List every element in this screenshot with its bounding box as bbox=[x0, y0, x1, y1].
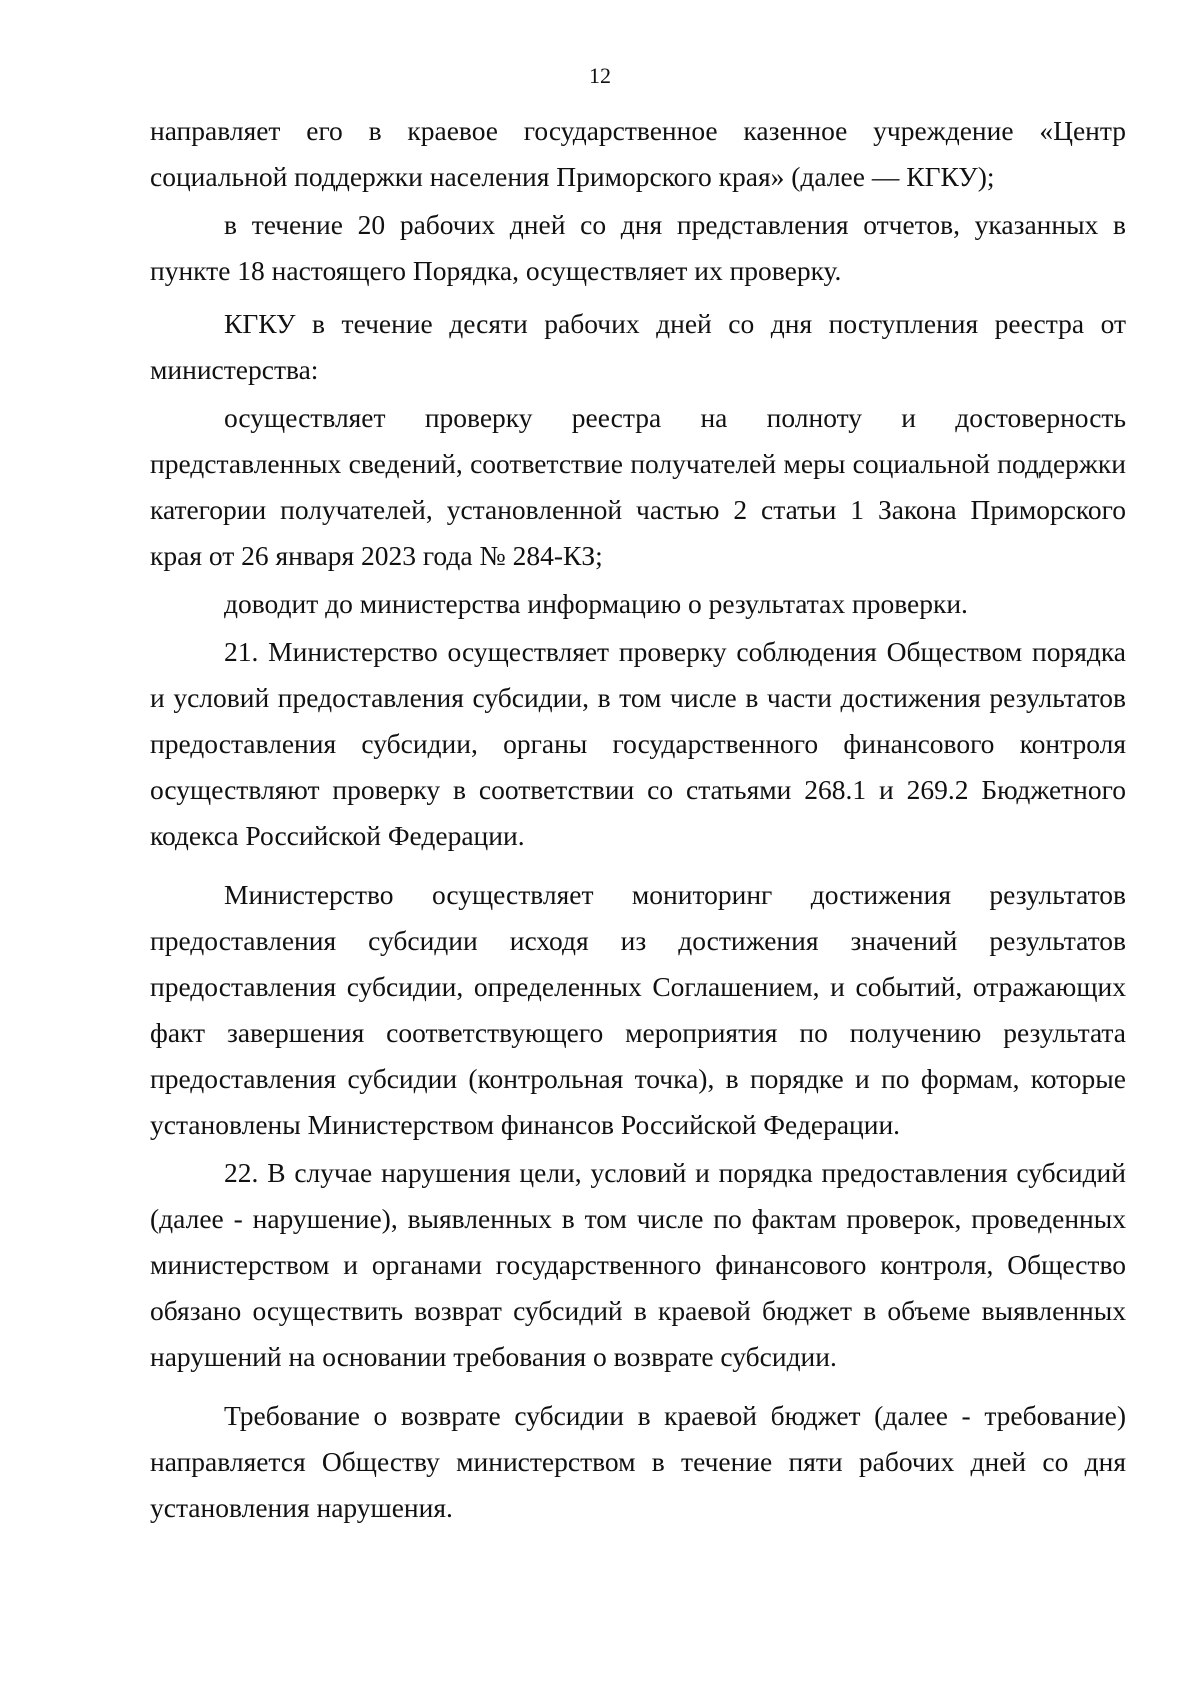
paragraph-report-check: в течение 20 рабочих дней со дня представления отчетов, указанных в пункте 18 настоящего Порядка, осуществляет их проверку. bbox=[150, 209, 1126, 286]
paragraph-item-22: 22. В случае нарушения цели, условий и порядка предоставления субсидий (далее - нарушение), выявленных в том числе по фактам проверок, проведенных министерством и органами государственного финансового контроля, Общество обязано осуществить возврат субсидий в краевой бюджет в объеме выявленных нарушений на основании требования о возврате субсидии. bbox=[150, 1157, 1126, 1372]
paragraph-continuation: направляет его в краевое государственное казенное учреждение «Центр социальной поддержки населения Приморского края» (далее — КГКУ); bbox=[150, 115, 1126, 192]
paragraph-inform-ministry: доводит до министерства информацию о результатах проверки. bbox=[224, 588, 968, 619]
paragraph-item-21: 21. Министерство осуществляет проверку соблюдения Обществом порядка и условий предоставления субсидии, в том числе в части достижения результатов предоставления субсидии, органы государственного финансового контроля осуществляют проверку в соответствии со статьями 268.1 и 269.2 Бюджетного кодекса Российской Федерации. bbox=[150, 636, 1126, 851]
page-number: 12 bbox=[589, 63, 611, 88]
paragraph-return-demand: Требование о возврате субсидии в краевой бюджет (далее - требование) направляется Обществу министерством в течение пяти рабочих дней со дня установления нарушения. bbox=[150, 1400, 1126, 1523]
paragraph-kgku-intro: КГКУ в течение десяти рабочих дней со дня поступления реестра от министерства: bbox=[150, 308, 1126, 385]
paragraph-monitoring: Министерство осуществляет мониторинг достижения результатов предоставления субсидии исходя из достижения значений результатов предоставления субсидии, определенных Соглашением, и событий, отражающих факт завершения соответствующего мероприятия по получению результата предоставления субсидии (контрольная точка), в порядке и по формам, которые установлены Министерством финансов Российской Федерации. bbox=[150, 879, 1126, 1140]
paragraph-registry-check: осуществляет проверку реестра на полноту и достоверность представленных сведений, соответствие получателей меры социальной поддержки категории получателей, установленной частью 2 статьи 1 Закона Приморского края от 26 января 2023 года № 284-КЗ; bbox=[150, 402, 1126, 571]
document-body bbox=[150, 108, 1126, 1531]
